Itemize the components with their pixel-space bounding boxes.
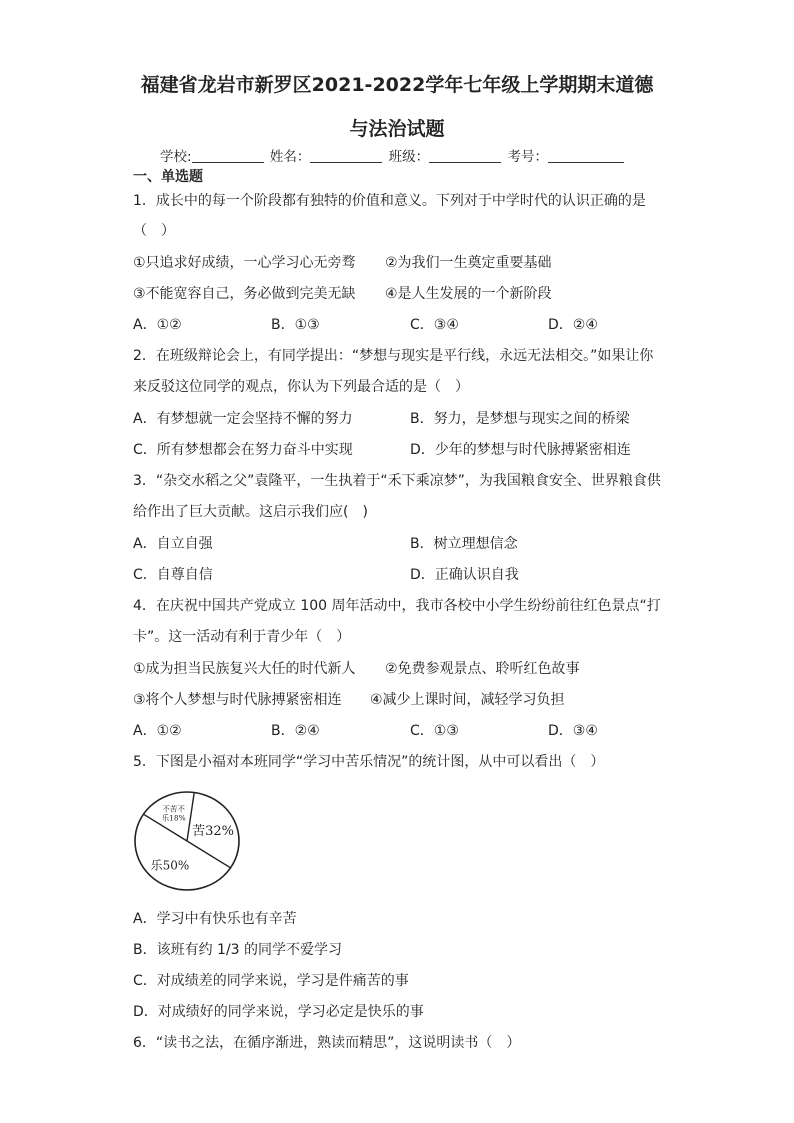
q1-option-d[interactable]: D．②④ <box>548 317 598 333</box>
q2-stem-line-1: 2．在班级辩论会上，有同学提出：“梦想与现实是平行线，永远无法相交。”如果让你 <box>133 348 654 364</box>
q1-statement-4: ④是人生发展的一个新阶段 <box>385 286 552 302</box>
q3-option-a[interactable]: A．自立自强 <box>133 536 213 552</box>
q6-stem: 6．“读书之法，在循序渐进，熟读而精思”，这说明读书（ ） <box>133 1035 521 1051</box>
q4-stem-line-2: 卡”。这一活动有利于青少年（ ） <box>133 629 351 645</box>
q2-option-c[interactable]: C．所有梦想都会在努力奋斗中实现 <box>133 442 353 458</box>
q3-stem-line-1: 3．“杂交水稻之父”袁隆平，一生执着于“禾下乘凉梦”，为我国粮食安全、世界粮食供 <box>133 473 661 489</box>
q1-statement-2: ②为我们一生奠定重要基础 <box>385 255 552 271</box>
exam-number-blank[interactable] <box>548 148 624 163</box>
q4-statement-3: ③将个人梦想与时代脉搏紧密相连 <box>133 692 342 708</box>
name-label: 姓名： <box>269 149 311 165</box>
pie-label-le: 乐50% <box>150 858 190 873</box>
page-title-line-1: 福建省龙岩市新罗区2021-2022学年七年级上学期期末道德 <box>140 74 654 96</box>
q5-stem: 5．下图是小福对本班同学“学习中苦乐情况”的统计图，从中可以看出（ ） <box>133 754 605 770</box>
q3-stem-line-2: 给作出了巨大贡献。这启示我们应( ) <box>133 504 368 520</box>
q5-option-d[interactable]: D．对成绩好的同学来说，学习必定是快乐的事 <box>133 1004 424 1020</box>
q3-option-c[interactable]: C．自尊自信 <box>133 567 213 583</box>
q5-option-c[interactable]: C．对成绩差的同学来说，学习是件痛苦的事 <box>133 973 409 989</box>
q4-statement-4: ④减少上课时间，减轻学习负担 <box>370 692 565 708</box>
q3-option-b[interactable]: B．树立理想信念 <box>410 536 518 552</box>
pie-slice-divider <box>187 841 231 868</box>
exam-number-label: 考号： <box>507 149 548 165</box>
school-blank[interactable] <box>192 148 264 163</box>
q1-option-a[interactable]: A．①② <box>133 317 182 333</box>
school-label: 学校: <box>160 149 192 165</box>
class-label: 班级： <box>388 149 430 165</box>
name-blank[interactable] <box>310 148 382 163</box>
q1-option-c[interactable]: C．③④ <box>410 317 459 333</box>
section-title: 一、单选题 <box>133 169 203 185</box>
class-blank[interactable] <box>429 148 501 163</box>
q2-stem-line-2: 来反驳这位同学的观点，你认为下列最合适的是（ ） <box>133 379 469 395</box>
q4-option-d[interactable]: D．③④ <box>548 723 598 739</box>
student-info-row <box>160 145 626 165</box>
q4-option-a[interactable]: A．①② <box>133 723 182 739</box>
pie-label-neutral-line-1: 不苦不 <box>162 804 185 814</box>
q4-statement-2: ②免费参观景点、聆听红色故事 <box>385 661 580 677</box>
q3-option-d[interactable]: D．正确认识自我 <box>410 567 519 583</box>
pie-label-neutral-line-2: 乐18% <box>161 813 186 823</box>
q5-option-b[interactable]: B．该班有约 1/3 的同学不爱学习 <box>133 942 343 958</box>
q4-option-b[interactable]: B．②④ <box>271 723 320 739</box>
q4-statement-1: ①成为担当民族复兴大任的时代新人 <box>133 661 356 677</box>
q1-stem-line-2: （ ） <box>133 223 175 239</box>
pie-chart-svg <box>131 788 243 894</box>
q1-statement-1: ①只追求好成绩，一心学习心无旁骛 <box>133 255 356 271</box>
q1-statement-3: ③不能宽容自己，务必做到完美无缺 <box>133 286 356 302</box>
page-title-line-2: 与法治试题 <box>349 118 445 140</box>
pie-label-ku: 苦32% <box>192 823 234 839</box>
q2-option-a[interactable]: A．有梦想就一定会坚持不懈的努力 <box>133 411 353 427</box>
q2-option-d[interactable]: D．少年的梦想与时代脉搏紧密相连 <box>410 442 631 458</box>
q1-stem-line-1: 1．成长中的每一个阶段都有独特的价值和意义。下列对于中学时代的认识正确的是 <box>133 193 646 209</box>
q4-option-c[interactable]: C．①③ <box>410 723 459 739</box>
pie-chart <box>131 788 243 894</box>
q2-option-b[interactable]: B．努力，是梦想与现实之间的桥梁 <box>410 411 630 427</box>
q5-option-a[interactable]: A．学习中有快乐也有辛苦 <box>133 911 297 927</box>
q1-option-b[interactable]: B．①③ <box>271 317 320 333</box>
q4-stem-line-1: 4．在庆祝中国共产党成立 100 周年活动中，我市各校中小学生纷纷前往红色景点“打 <box>133 598 661 614</box>
